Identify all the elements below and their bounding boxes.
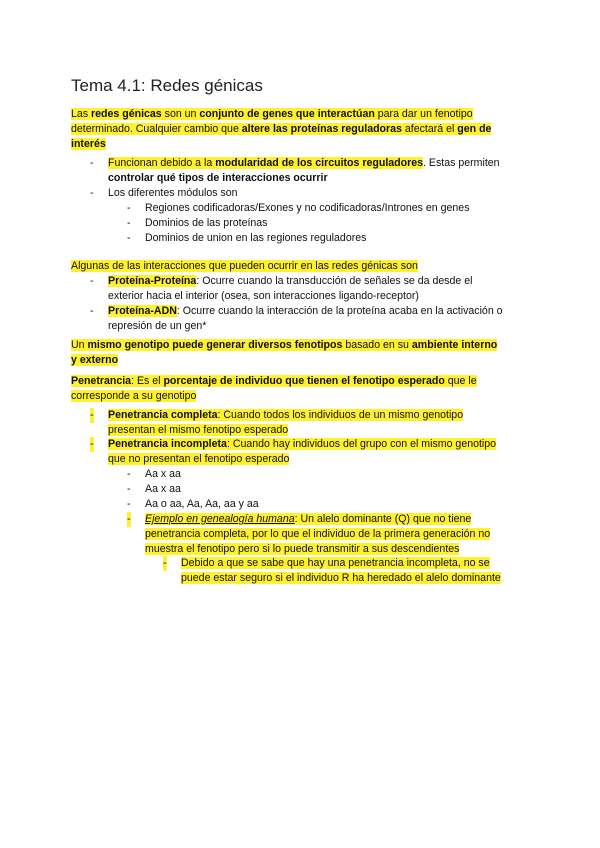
list-item-cross: Aa x aa	[145, 483, 181, 495]
paragraph-redes-genicas: Las redes génicas son un conjunto de genes que interactúan para dar un fenotipo determinado. Cualquier cambio que altere las proteínas reguladoras afectará el gen de interés	[71, 108, 492, 150]
bullet-dash: -	[90, 409, 94, 421]
page-title: Tema 4.1: Redes génicas	[71, 76, 263, 95]
bullet-dash: -	[90, 275, 94, 287]
list-item-module: Regiones codificadoras/Exones y no codificadoras/Intrones en genes	[145, 202, 470, 214]
list-item-ejemplo: Ejemplo en genealogía humana: Un alelo dominante (Q) que no tiene penetrancia completa, por lo que el individuo de la primera generación no muestra el fenotipo pero si lo puede transmitir a sus descendientes	[145, 513, 491, 555]
bullet-dash: -	[90, 438, 94, 450]
bullet-dash: -	[163, 557, 167, 569]
list-item-penetrancia-completa: Penetrancia completa: Cuando todos los individuos de un mismo genotipo presentan el mismo fenotipo esperado	[108, 409, 464, 436]
paragraph-penetrancia: Penetrancia: Es el porcentaje de individuo que tienen el fenotipo esperado que le corresponde a su genotipo	[71, 375, 477, 402]
list-item-proteina-adn: Proteína-ADN: Ocurre cuando la interacción de la proteína acaba en la activación o represión de un gen*	[108, 305, 503, 332]
list-item-module: Dominios de union en las regiones reguladores	[145, 232, 367, 244]
list-item-debido: Debido a que se sabe que hay una penetrancia incompleta, no se puede estar seguro si el individuo R ha heredado el alelo dominante	[181, 557, 501, 584]
bullet-dash: -	[127, 513, 131, 525]
bullet-dash: -	[127, 483, 131, 495]
bullet-dash: -	[127, 498, 131, 510]
bullet-dash: -	[90, 305, 94, 317]
bullet-dash: -	[127, 468, 131, 480]
list-item-module: Dominios de las proteínas	[145, 217, 268, 229]
bullet-dash: -	[90, 187, 94, 199]
list-item-modulos: Los diferentes módulos son	[108, 187, 238, 199]
list-item-modularidad: Funcionan debido a la modularidad de los circuitos reguladores. Estas permiten controlar qué tipos de interacciones ocurrir	[108, 157, 500, 184]
list-item-cross: Aa x aa	[145, 468, 181, 480]
list-item-cross: Aa o aa, Aa, Aa, aa y aa	[145, 498, 259, 510]
paragraph-interacciones: Algunas de las interacciones que pueden ocurrir en las redes génicas son	[71, 260, 418, 272]
bullet-dash: -	[90, 157, 94, 169]
list-item-penetrancia-incompleta: Penetrancia incompleta: Cuando hay individuos del grupo con el mismo genotipo que no presentan el fenotipo esperado	[108, 438, 497, 465]
bullet-dash: -	[127, 202, 131, 214]
paragraph-genotipo: Un mismo genotipo puede generar diversos fenotipos basado en su ambiente interno y externo	[71, 339, 498, 366]
list-item-proteina-proteina: Proteína-Proteína: Ocurre cuando la transducción de señales se da desde el exterior hacia el interior (osea, son interacciones ligando-receptor)	[108, 275, 473, 302]
bullet-dash: -	[127, 232, 131, 244]
bullet-dash: -	[127, 217, 131, 229]
